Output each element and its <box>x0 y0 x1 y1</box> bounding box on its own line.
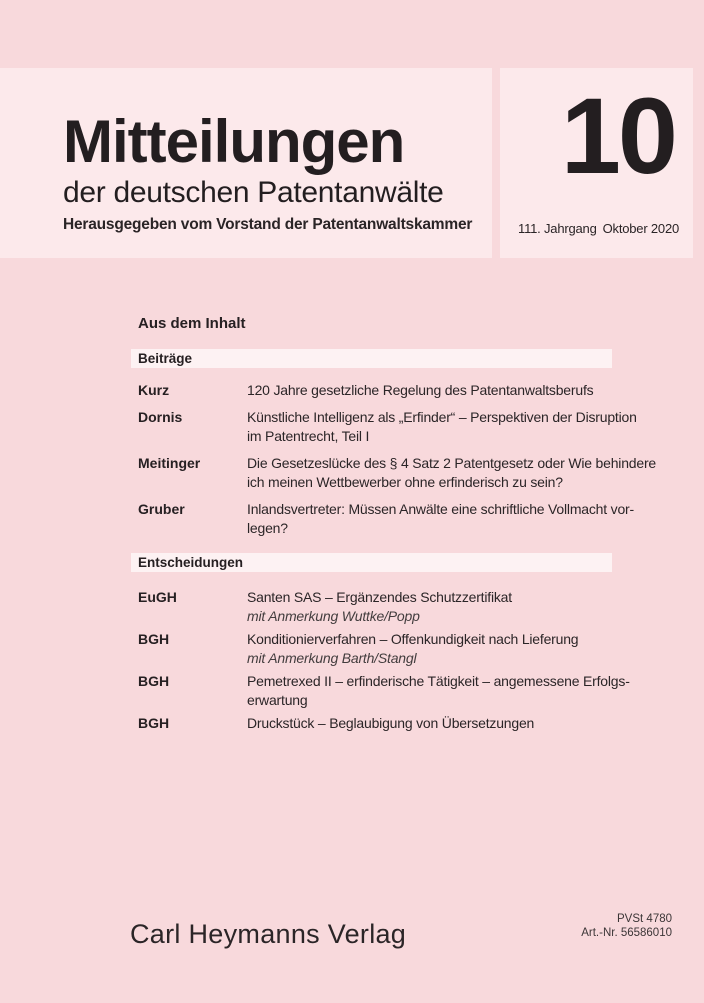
print-refs <box>581 912 672 940</box>
toc-section-beitraege <box>138 381 678 546</box>
entry-author: BGH <box>138 631 170 647</box>
entry-title <box>247 630 678 668</box>
toc-entry <box>138 672 678 710</box>
issue-panel <box>500 68 693 258</box>
entry-author: Gruber <box>138 501 185 517</box>
issue-number: 10 <box>560 75 675 196</box>
journal-subtitle: der deutschen Patentanwälte <box>63 176 444 209</box>
entry-author: Kurz <box>138 382 170 398</box>
entry-title-line: legen? <box>247 520 288 536</box>
entry-note: mit Anmerkung Wuttke/Popp <box>247 608 420 624</box>
section-band-entscheidungen: Entscheidungen <box>131 553 612 572</box>
entry-author: BGH <box>138 673 170 689</box>
journal-tagline: Herausgegeben vom Vorstand der Patentanwaltskammer <box>63 216 473 233</box>
entry-title-line: 120 Jahre gesetzliche Regelung des Patentanwaltsberufs <box>247 382 594 398</box>
entry-author: BGH <box>138 715 170 731</box>
entry-title <box>247 381 678 400</box>
entry-author: Meitinger <box>138 455 201 471</box>
issue-meta <box>518 221 679 236</box>
entry-title-line: Die Gesetzeslücke des § 4 Satz 2 Patentgesetz oder Wie behindere <box>247 455 656 471</box>
toc-entry <box>138 588 678 626</box>
entry-title-line: erwartung <box>247 692 308 708</box>
entry-title-line: ich meinen Wettbewerber ohne erfinderisch zu sein? <box>247 474 563 490</box>
toc-entry <box>138 714 678 733</box>
entry-title <box>247 408 678 446</box>
journal-title: Mitteilungen <box>63 108 405 175</box>
article-number: Art.-Nr. 56586010 <box>581 927 672 939</box>
toc-entry <box>138 500 678 538</box>
toc-entry <box>138 454 678 492</box>
entry-title <box>247 500 678 538</box>
entry-author: EuGH <box>138 589 177 605</box>
entry-title <box>247 454 678 492</box>
section-band-beitraege: Beiträge <box>131 349 612 368</box>
entry-title-line: Santen SAS – Ergänzendes Schutzzertifikat <box>247 589 512 605</box>
toc-entry <box>138 381 678 400</box>
entry-note: mit Anmerkung Barth/Stangl <box>247 650 417 666</box>
entry-title <box>247 588 678 626</box>
entry-title-line: Inlandsvertreter: Müssen Anwälte eine schriftliche Vollmacht vor- <box>247 501 634 517</box>
toc-entry <box>138 630 678 668</box>
toc-heading: Aus dem Inhalt <box>138 315 246 332</box>
masthead-panel <box>0 68 492 258</box>
toc-entry <box>138 408 678 446</box>
entry-title-line: Pemetrexed II – erfinderische Tätigkeit – angemessene Erfolgs- <box>247 673 630 689</box>
volume-label: 111. Jahrgang <box>518 221 597 236</box>
toc-section-entscheidungen <box>138 588 678 737</box>
pvst-number: PVSt 4780 <box>617 913 672 925</box>
entry-title <box>247 714 678 733</box>
entry-title-line: Künstliche Intelligenz als „Erfinder“ – Perspektiven der Disruption <box>247 409 637 425</box>
publisher-name: Carl Heymanns Verlag <box>130 919 407 949</box>
entry-title <box>247 672 678 710</box>
entry-title-line: Druckstück – Beglaubigung von Übersetzungen <box>247 715 535 731</box>
entry-title-line: im Patentrecht, Teil I <box>247 428 370 444</box>
entry-title-line: Konditionierverfahren – Offenkundigkeit nach Lieferung <box>247 631 579 647</box>
issue-date: Oktober 2020 <box>602 221 679 236</box>
entry-author: Dornis <box>138 409 183 425</box>
